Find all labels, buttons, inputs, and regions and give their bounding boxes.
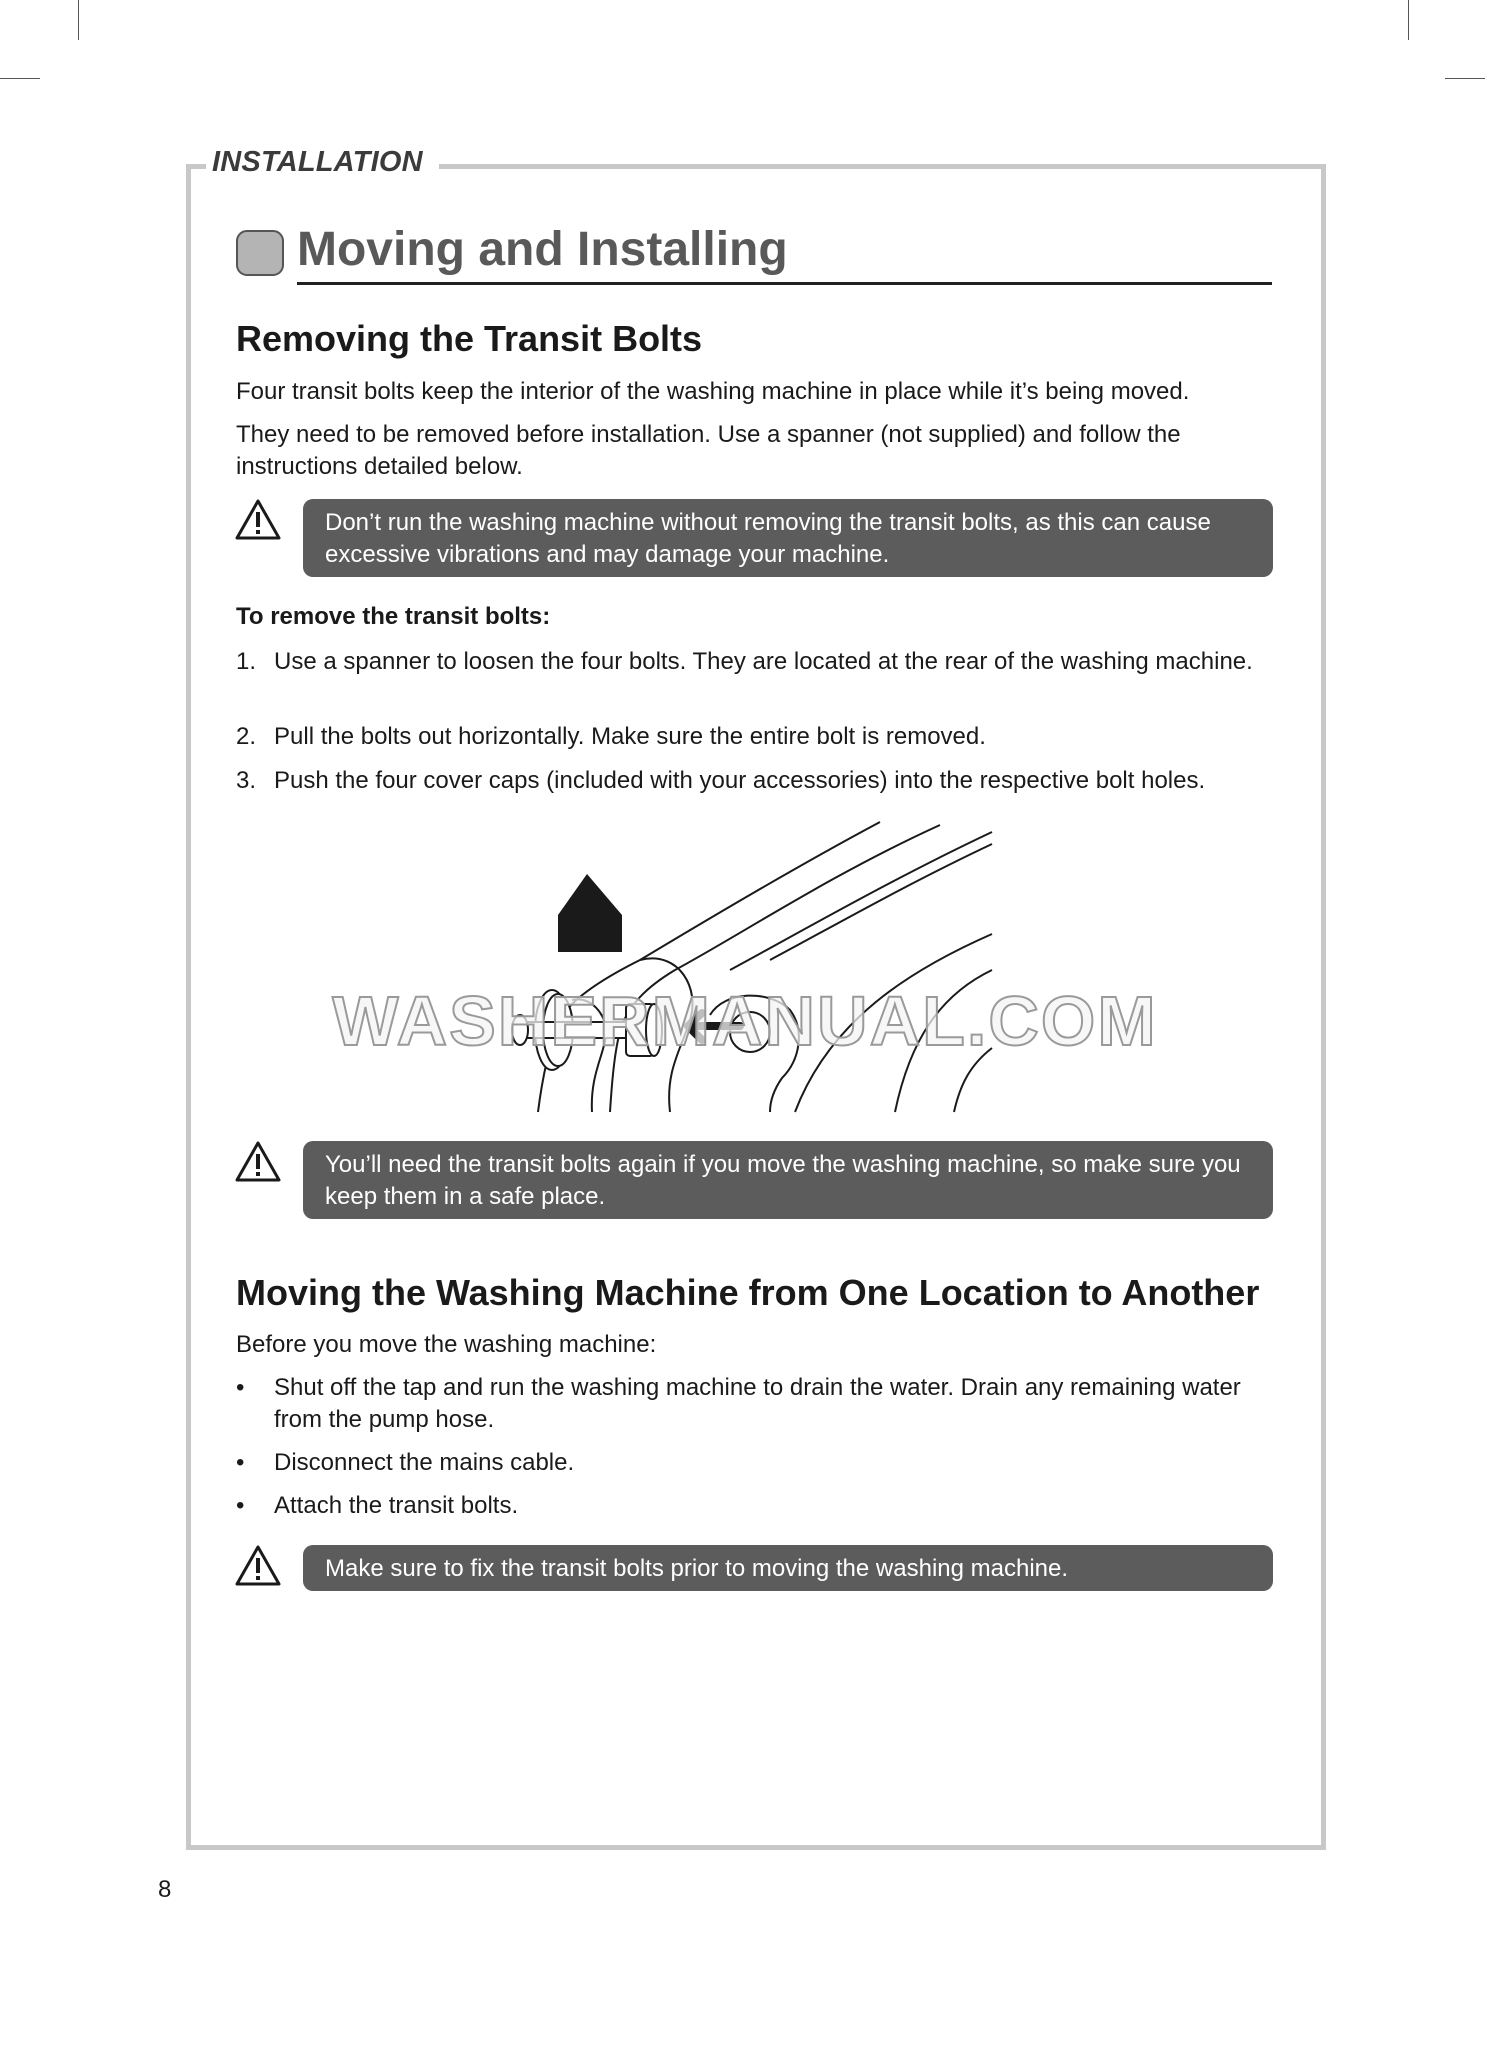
bullet-text: Shut off the tap and run the washing machine to drain the water. Drain any remaining water from the pump hose. [274,1374,1241,1433]
warning-triangle-icon [234,1140,282,1184]
title-rule [297,282,1272,285]
steps-heading: To remove the transit bolts: [236,603,551,630]
warning-triangle-icon [234,1544,282,1588]
section-heading-moving-machine: Moving the Washing Machine from One Location to Another [236,1272,1260,1313]
list-item [236,765,1276,797]
paragraph: Before you move the washing machine: [236,1331,657,1358]
list-item [236,1447,1276,1479]
step-number: 2. [236,723,257,750]
crop-mark [0,78,40,79]
page-title: Moving and Installing [297,223,788,276]
crop-mark [1408,0,1409,40]
bullet: • [236,1449,245,1476]
caution-note: Make sure to fix the transit bolts prior to moving the washing machine. [303,1545,1273,1591]
list-item [236,721,1276,753]
title-badge-icon [236,230,284,276]
step-number: 1. [236,648,257,675]
page-number: 8 [158,1876,172,1903]
step-text: Use a spanner to loosen the four bolts. They are located at the rear of the washing machine. [274,648,1253,675]
bullet: • [236,1374,245,1401]
warning-triangle-icon [234,498,282,542]
list-item [236,1372,1276,1436]
paragraph: Four transit bolts keep the interior of the washing machine in place while it’s being moved. [236,378,1190,405]
transit-bolt-illustration [270,820,1220,1115]
step-number: 3. [236,767,257,794]
list-item [236,646,1276,678]
bullet-text: Attach the transit bolts. [274,1492,519,1519]
bullet: • [236,1492,245,1519]
paragraph: They need to be removed before installation. Use a spanner (not supplied) and follow the instructions detailed below. [236,421,1181,480]
bullet-text: Disconnect the mains cable. [274,1449,575,1476]
section-heading-transit-bolts: Removing the Transit Bolts [236,318,703,359]
step-text: Pull the bolts out horizontally. Make sure the entire bolt is removed. [274,723,986,750]
section-label: INSTALLATION [206,146,439,179]
watermark-text: WASHERMANUAL.COM [332,982,1158,1060]
list-item [236,1490,1276,1522]
caution-note: Don’t run the washing machine without removing the transit bolts, as this can cause excessive vibrations and may damage your machine. [303,499,1273,577]
crop-mark [1445,78,1485,79]
step-text: Push the four cover caps (included with your accessories) into the respective bolt holes. [274,767,1206,794]
crop-mark [78,0,79,40]
caution-note: You’ll need the transit bolts again if you move the washing machine, so make sure you keep them in a safe place. [303,1141,1273,1219]
